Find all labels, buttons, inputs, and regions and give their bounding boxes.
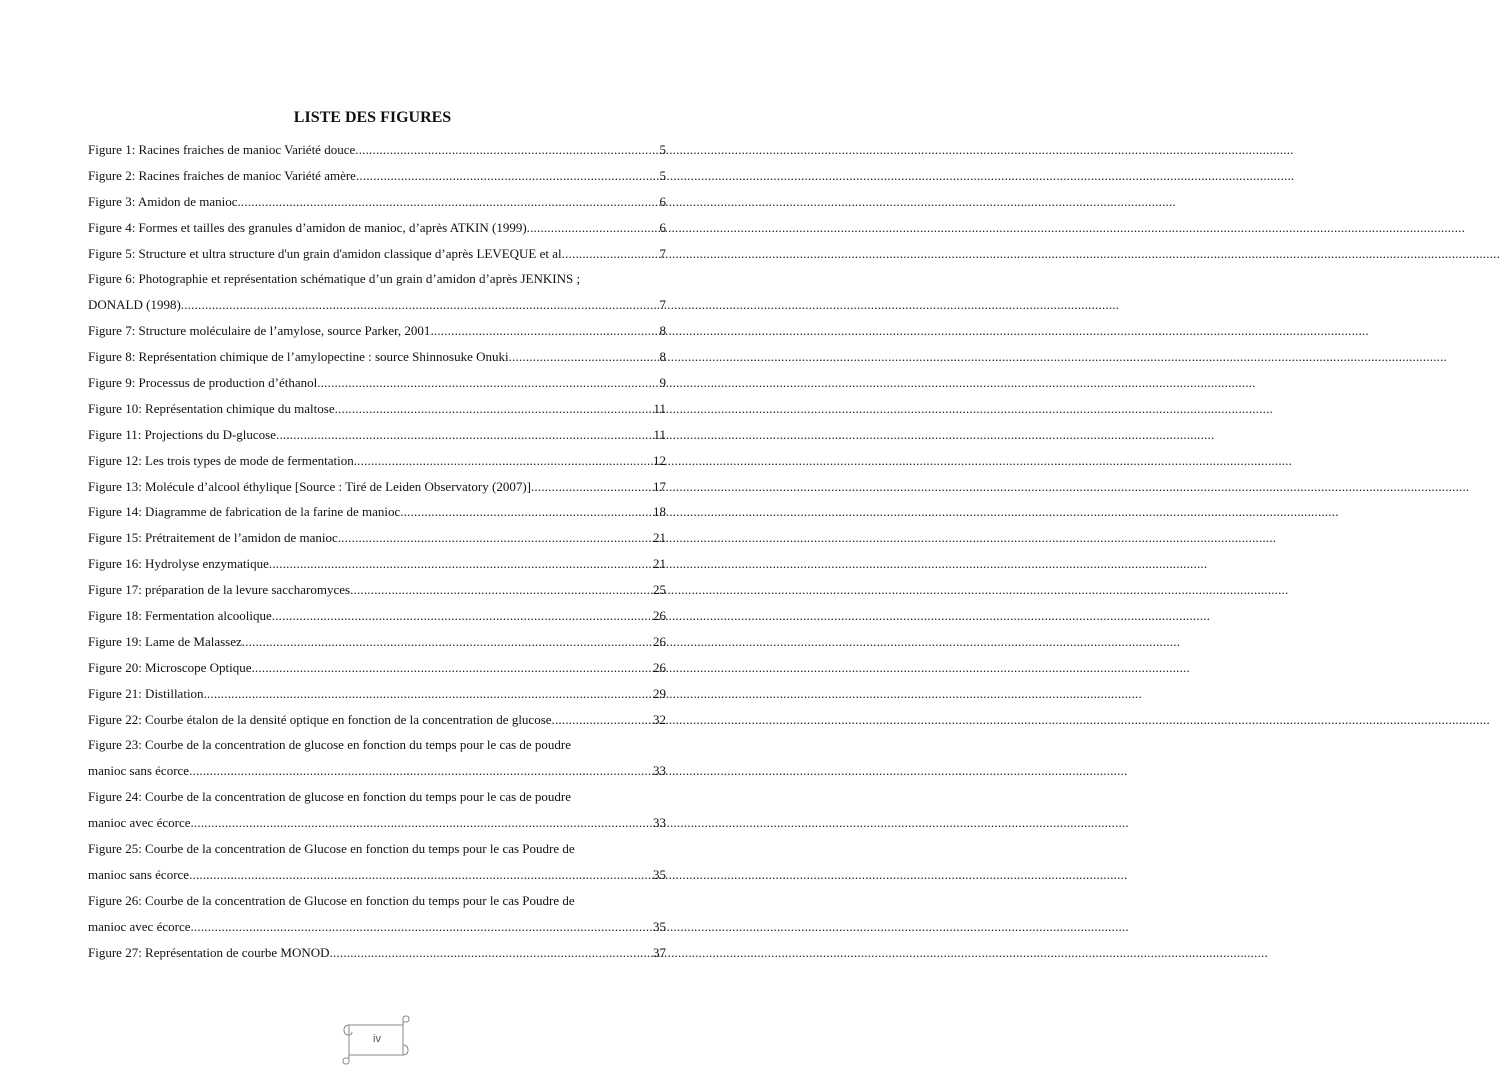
figure-entry-title-continued: manioc sans écorce <box>88 763 190 779</box>
figure-entry-page: 7 <box>659 245 666 261</box>
figure-entry-page: 35 <box>653 918 666 934</box>
figure-entry-page: 11 <box>653 426 666 442</box>
dot-leader <box>562 241 660 267</box>
figure-entry-page: 11 <box>653 400 666 416</box>
figure-entry-title: Figure 18: Fermentation alcoolique <box>88 608 272 624</box>
page-title: LISTE DES FIGURES <box>293 109 452 126</box>
dot-leader <box>355 137 659 163</box>
dot-leader <box>317 370 659 396</box>
figure-entry-page: 6 <box>659 193 666 209</box>
dot-leader <box>356 163 660 189</box>
figure-entry-title-continued: manioc sans écorce <box>88 866 190 882</box>
figure-entry <box>88 241 666 267</box>
figure-entry-title: Figure 14: Diagramme de fabrication de la farine de manioc <box>88 504 401 520</box>
dot-leader <box>189 758 653 784</box>
figure-entry <box>88 525 666 551</box>
figure-entry <box>88 551 666 577</box>
figure-entry-title: Figure 17: préparation de la levure saccharomyces <box>88 582 351 598</box>
figure-entry <box>88 888 666 940</box>
figure-entry-page: 9 <box>659 375 666 391</box>
dot-leader <box>350 577 653 603</box>
figure-entry-title: Figure 8: Représentation chimique de l’amylopectine : source Shinnosuke Onuki <box>88 349 509 365</box>
page-number: iv <box>373 1033 381 1045</box>
figure-entry-page: 18 <box>653 504 666 520</box>
figure-entry-title: Figure 27: Représentation de courbe MONOD <box>88 944 330 960</box>
figure-entry-page: 8 <box>659 323 666 339</box>
figure-entry-title: Figure 6: Photographie et représentation schématique d’un grain d’amidon d’après JENKINS ; <box>88 271 581 287</box>
dot-leader <box>181 292 660 318</box>
figure-entry <box>88 784 666 836</box>
figure-entry-title: Figure 2: Racines fraiches de manioc Variété amère <box>88 167 356 183</box>
figure-entry-page: 12 <box>653 452 666 468</box>
dot-leader <box>335 396 654 422</box>
figure-entry-page: 25 <box>653 582 666 598</box>
figure-entry-title: Figure 13: Molécule d’alcool éthylique [Source : Tiré de Leiden Observatory (2007)] <box>88 478 531 494</box>
figure-entry-page: 5 <box>659 142 666 157</box>
figure-entry-title: Figure 9: Processus de production d’éthanol <box>88 375 318 391</box>
figure-entry-title-continued: DONALD (1998) <box>88 297 181 313</box>
dot-leader <box>509 344 660 370</box>
figure-entry <box>88 344 666 370</box>
figure-entry-title: Figure 1: Racines fraiches de manioc Variété douce <box>88 142 356 157</box>
figure-entry <box>88 266 666 318</box>
figure-entry-title: Figure 4: Formes et tailles des granules d’amidon de manioc, d’après ATKIN (1999) <box>88 219 527 235</box>
figure-entry <box>88 163 666 189</box>
figure-entry-title-continued: manioc avec écorce <box>88 815 191 831</box>
figure-entry-title: Figure 10: Représentation chimique du maltose <box>88 400 335 416</box>
figure-entry-title: Figure 3: Amidon de manioc <box>88 193 238 209</box>
figure-entry-page: 6 <box>659 219 666 235</box>
figure-entry-title-continued: manioc avec écorce <box>88 918 191 934</box>
figure-entry-page: 8 <box>659 349 666 365</box>
dot-leader <box>269 551 653 577</box>
figure-entry <box>88 940 666 966</box>
figure-entry-title: Figure 20: Microscope Optique <box>88 659 252 675</box>
dot-leader <box>330 940 653 966</box>
figure-entry-title: Figure 5: Structure et ultra structure d'un grain d'amidon classique d’après LEVEQUE et al <box>88 245 562 261</box>
figure-entry-title: Figure 12: Les trois types de mode de fermentation <box>88 452 354 468</box>
figure-entry <box>88 318 666 344</box>
figure-entry-title: Figure 26: Courbe de la concentration de Glucose en fonction du temps pour le cas Poudre de <box>88 892 575 908</box>
figure-entry <box>88 836 666 888</box>
figure-entry-page: 7 <box>659 297 666 313</box>
dot-leader <box>190 810 653 836</box>
figure-entry-title: Figure 25: Courbe de la concentration de Glucose en fonction du temps pour le cas Poudre de <box>88 841 575 857</box>
figure-entry <box>88 577 666 603</box>
figure-entry-page: 32 <box>653 711 666 727</box>
figure-entry <box>88 448 666 474</box>
figure-entry <box>88 474 666 500</box>
figure-entry-page: 33 <box>653 815 666 831</box>
figure-entry <box>88 215 666 241</box>
dot-leader <box>430 318 659 344</box>
dot-leader <box>276 422 653 448</box>
figure-entry <box>88 681 666 707</box>
figure-entry-page: 37 <box>653 944 666 960</box>
dot-leader <box>242 629 653 655</box>
dot-leader <box>354 448 653 474</box>
figure-list <box>88 137 666 966</box>
dot-leader <box>338 525 653 551</box>
figure-entry-page: 26 <box>653 608 666 624</box>
figure-entry-title: Figure 15: Prétraitement de l’amidon de manioc <box>88 530 338 546</box>
figure-entry-page: 26 <box>653 633 666 649</box>
figure-entry <box>88 732 666 784</box>
figure-entry-page: 35 <box>653 866 666 882</box>
figure-entry-page: 33 <box>653 763 666 779</box>
dot-leader <box>527 215 660 241</box>
dot-leader <box>252 655 653 681</box>
figure-entry-title: Figure 23: Courbe de la concentration de glucose en fonction du temps pour le cas de poudre <box>88 737 572 753</box>
figure-entry <box>88 422 666 448</box>
figure-entry <box>88 396 666 422</box>
figure-entry-title: Figure 16: Hydrolyse enzymatique <box>88 556 269 572</box>
figure-entry-title: Figure 11: Projections du D-glucose <box>88 426 276 442</box>
dot-leader <box>552 707 653 733</box>
figure-entry-page: 21 <box>653 530 666 546</box>
figure-entry-title: Figure 22: Courbe étalon de la densité optique en fonction de la concentration de glucose <box>88 711 552 727</box>
dot-leader <box>189 862 653 888</box>
figure-entry <box>88 655 666 681</box>
figure-entry-page: 17 <box>653 478 666 494</box>
figure-entry <box>88 707 666 733</box>
figure-entry-title: Figure 19: Lame de Malassez <box>88 633 242 649</box>
figure-entry-page: 29 <box>653 685 666 701</box>
figure-entry <box>88 603 666 629</box>
dot-leader <box>190 914 653 940</box>
figure-entry <box>88 629 666 655</box>
figure-entry <box>88 189 666 215</box>
dot-leader <box>531 474 653 500</box>
figure-entry <box>88 137 666 163</box>
dot-leader <box>204 681 653 707</box>
figure-entry-title: Figure 7: Structure moléculaire de l’amylose, source Parker, 2001 <box>88 323 431 339</box>
figure-entry-page: 21 <box>653 556 666 572</box>
figure-entry-title: Figure 24: Courbe de la concentration de glucose en fonction du temps pour le cas de poudre <box>88 789 572 805</box>
figure-entry-title: Figure 21: Distillation <box>88 685 204 701</box>
dot-leader <box>400 499 653 525</box>
figure-entry-page: 26 <box>653 659 666 675</box>
figure-entry <box>88 499 666 525</box>
dot-leader <box>237 189 659 215</box>
dot-leader <box>272 603 653 629</box>
figure-entry <box>88 370 666 396</box>
figure-entry-page: 5 <box>659 167 666 183</box>
